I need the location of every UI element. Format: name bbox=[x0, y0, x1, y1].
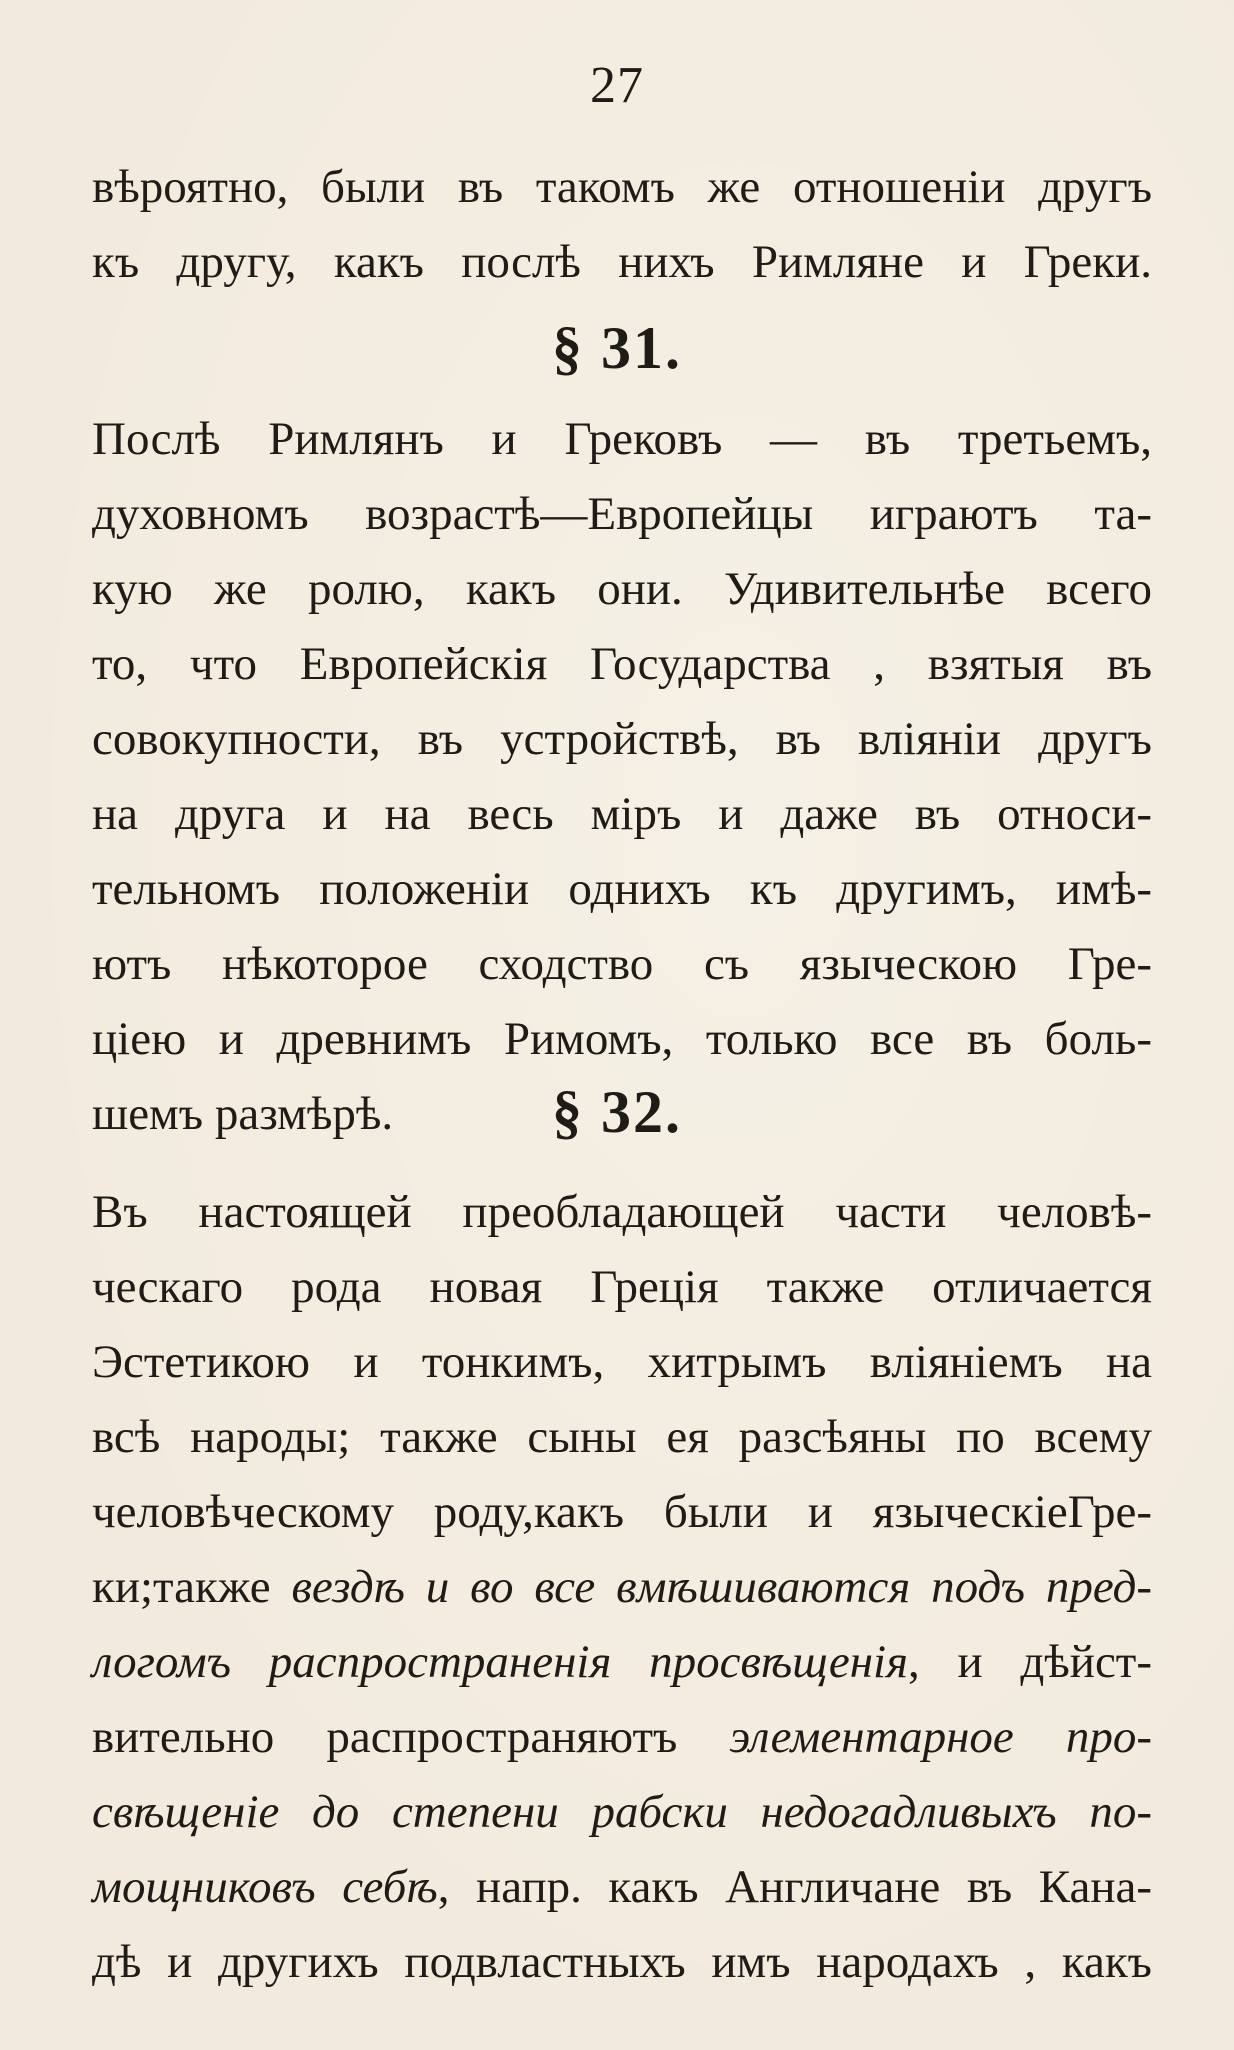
text-run: , и дѣйст- bbox=[907, 1636, 1152, 1688]
text-line: ческаго рода новая Греція также отличается bbox=[92, 1261, 1152, 1313]
italic-run: мощниковъ себѣ bbox=[92, 1861, 438, 1913]
text-line: на друга и на весь міръ и даже въ относи- bbox=[92, 788, 1152, 840]
text-line: то, что Европейскія Государства , взятыя въ bbox=[92, 638, 1152, 690]
text-line: Послѣ Римлянъ и Грековъ — въ третьемъ, bbox=[92, 413, 1152, 465]
text-line bbox=[92, 1550, 1152, 1625]
text-line: вѣроятно, были въ такомъ же отношеніи другъ bbox=[92, 161, 1152, 213]
text-line bbox=[92, 1850, 1152, 1925]
paragraph-top bbox=[92, 150, 1152, 300]
section-32-heading: § 32. bbox=[552, 1079, 682, 1145]
text-run: ки;также bbox=[92, 1561, 292, 1613]
text-line: ціею и древнимъ Римомъ, только все въ боль- bbox=[92, 1013, 1152, 1065]
text-run: , напр. какъ Англичане въ Кана- bbox=[437, 1861, 1152, 1913]
section-32-paragraph bbox=[92, 1175, 1152, 2000]
text-line: всѣ народы; также сыны ея разсѣяны по всему bbox=[92, 1411, 1152, 1463]
page-number: 27 bbox=[590, 57, 644, 114]
text-line: свѣщеніе до степени рабски недогадливыхъ по- bbox=[92, 1786, 1152, 1838]
text-line: человѣческому роду,какъ были и языческіеГре- bbox=[92, 1486, 1152, 1538]
text-line: тельномъ положеніи однихъ къ другимъ, имѣ- bbox=[92, 863, 1152, 915]
italic-run: логомъ распространенія просвѣщенія bbox=[92, 1636, 908, 1688]
text-line: Въ настоящей преобладающей части человѣ- bbox=[92, 1186, 1152, 1238]
text-line: дѣ и другихъ подвластныхъ имъ народахъ , какъ bbox=[92, 1936, 1152, 1988]
text-line bbox=[92, 1700, 1152, 1775]
text-line: кую же ролю, какъ они. Удивительнѣе всего bbox=[92, 563, 1152, 615]
section-31-heading: § 31. bbox=[552, 315, 682, 381]
italic-run: элементарное про- bbox=[729, 1711, 1152, 1763]
text-line: Эстетикою и тонкимъ, хитрымъ вліяніемъ на bbox=[92, 1336, 1152, 1388]
italic-run: вездѣ и во все вмѣшиваются подъ пред- bbox=[291, 1561, 1152, 1613]
text-line: духовномъ возрастѣ—Европейцы играютъ та- bbox=[92, 488, 1152, 540]
text-line: совокупности, въ устройствѣ, въ вліяніи другъ bbox=[92, 713, 1152, 765]
text-line: шемъ размѣрѣ. bbox=[92, 1088, 394, 1140]
text-line: ютъ нѣкоторое сходство съ языческою Гре- bbox=[92, 938, 1152, 990]
text-run: вительно распространяютъ bbox=[92, 1711, 730, 1763]
text-line: къ другу, какъ послѣ нихъ Римляне и Греки. bbox=[92, 236, 1152, 288]
section-31-paragraph bbox=[92, 402, 1152, 1152]
text-line bbox=[92, 1625, 1152, 1700]
